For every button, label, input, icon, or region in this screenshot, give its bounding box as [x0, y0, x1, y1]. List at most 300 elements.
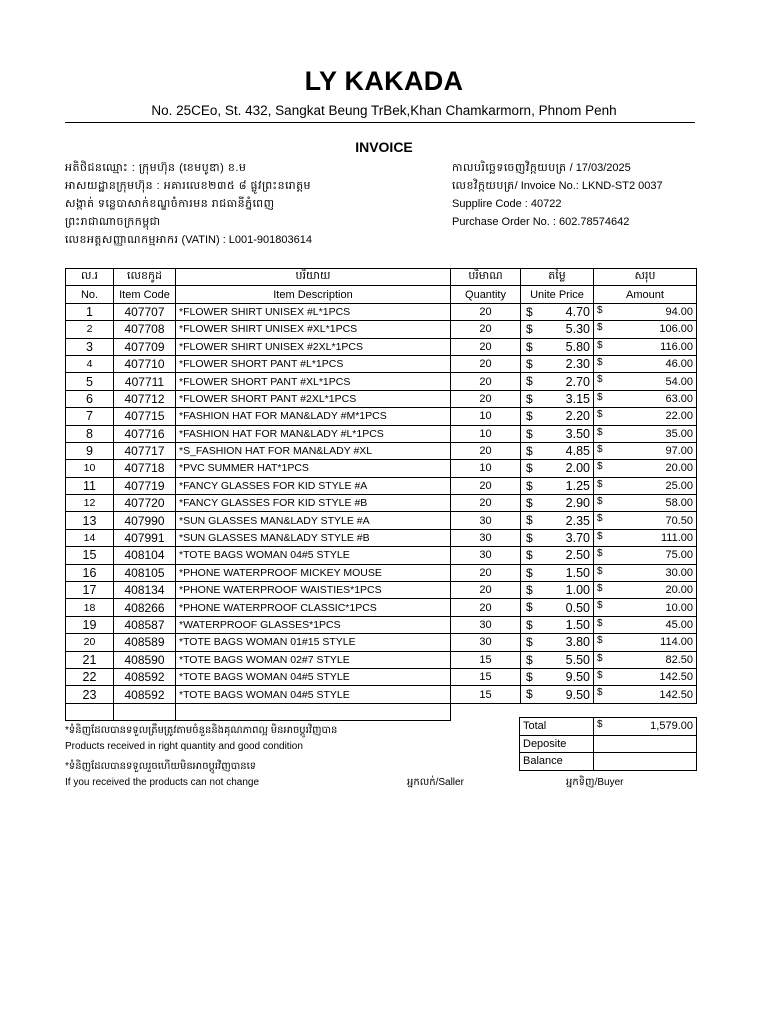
line-amount-value: 70.50	[665, 514, 693, 527]
item-quantity: 20	[451, 582, 521, 599]
unit-price	[521, 321, 594, 338]
empty-cell	[114, 703, 176, 720]
unit-price	[521, 547, 594, 564]
empty-cell	[66, 703, 114, 720]
line-amount-value: 116.00	[660, 340, 693, 353]
unit-price-value: 2.30	[565, 357, 590, 372]
item-code: 408590	[114, 651, 176, 668]
item-quantity: 15	[451, 668, 521, 685]
currency-symbol: $	[597, 617, 603, 629]
seller-label: /Saller	[435, 777, 464, 788]
line-amount	[594, 321, 697, 338]
table-row	[66, 390, 697, 407]
unit-price-value: 0.50	[565, 600, 590, 615]
item-description: *PHONE WATERPROOF MICKEY MOUSE	[176, 564, 451, 581]
header-no: No.	[66, 286, 114, 303]
invoice-meta	[452, 159, 663, 231]
line-amount-value: 75.00	[665, 549, 693, 562]
unit-price	[521, 425, 594, 442]
line-amount-value: 25.00	[665, 479, 693, 492]
line-amount	[594, 668, 697, 685]
unit-price-value: 3.50	[565, 426, 590, 441]
vatin-label-kh: លេខអត្តសញ្ញាណកម្មអាករ	[65, 234, 179, 246]
unit-price-value: 1.50	[565, 565, 590, 580]
row-number: 22	[66, 668, 114, 685]
row-number: 9	[66, 442, 114, 459]
table-header-row-kh	[66, 269, 697, 286]
date-value: / 17/03/2025	[569, 162, 631, 174]
item-description: *SUN GLASSES MAN&LADY STYLE #B	[176, 529, 451, 546]
item-description: *WATERPROOF GLASSES*1PCS	[176, 616, 451, 633]
unit-price	[521, 564, 594, 581]
row-number: 1	[66, 303, 114, 320]
currency-symbol: $	[597, 652, 603, 664]
table-row	[66, 408, 697, 425]
table-row	[66, 616, 697, 633]
item-description: *S_FASHION HAT FOR MAN&LADY #XL	[176, 442, 451, 459]
table-row	[66, 599, 697, 616]
item-quantity: 10	[451, 408, 521, 425]
seller-signature	[407, 775, 464, 790]
unit-price	[521, 668, 594, 685]
item-description: *FASHION HAT FOR MAN&LADY #M*1PCS	[176, 408, 451, 425]
currency-symbol: $	[597, 409, 603, 421]
line-amount-value: 114.00	[660, 636, 693, 649]
item-code: 407715	[114, 408, 176, 425]
line-amount	[594, 582, 697, 599]
unit-price-value: 1.50	[565, 618, 590, 632]
item-description: *FLOWER SHORT PANT #L*1PCS	[176, 355, 451, 372]
table-row	[66, 651, 697, 668]
row-number: 6	[66, 390, 114, 407]
line-amount	[594, 547, 697, 564]
table-row	[66, 582, 697, 599]
unit-price-value: 4.85	[565, 444, 590, 459]
item-quantity: 20	[451, 564, 521, 581]
item-quantity: 15	[451, 651, 521, 668]
item-code: 408104	[114, 547, 176, 564]
row-number: 8	[66, 425, 114, 442]
unit-price	[521, 616, 594, 633]
company-address: No. 25CEo, St. 432, Sangkat Beung TrBek,Khan Chamkarmorn, Phnom Penh	[151, 103, 617, 118]
line-amount-value: 10.00	[665, 601, 693, 614]
table-row	[66, 321, 697, 338]
currency-symbol: $	[526, 356, 533, 371]
item-code: 408266	[114, 599, 176, 616]
unit-price	[521, 460, 594, 477]
unit-price	[521, 599, 594, 616]
item-code: 407717	[114, 442, 176, 459]
document-type-title: INVOICE	[355, 139, 413, 155]
item-code: 407716	[114, 425, 176, 442]
item-quantity: 20	[451, 477, 521, 494]
row-number: 21	[66, 651, 114, 668]
total-label: Total	[520, 718, 594, 736]
balance-label: Balance	[520, 753, 594, 771]
balance-value	[594, 753, 697, 771]
item-code: 407991	[114, 529, 176, 546]
row-number: 3	[66, 338, 114, 355]
unit-price	[521, 582, 594, 599]
buyer-label: /Buyer	[594, 777, 624, 788]
row-number: 18	[66, 599, 114, 616]
currency-symbol: $	[526, 530, 533, 545]
customer-vatin	[65, 231, 312, 249]
item-description: *PVC SUMMER HAT*1PCS	[176, 460, 451, 477]
line-amount-value: 46.00	[665, 358, 693, 371]
header-divider	[65, 122, 695, 123]
line-amount	[594, 373, 697, 390]
unit-price	[521, 512, 594, 529]
table-row	[66, 529, 697, 546]
item-description: *FASHION HAT FOR MAN&LADY #L*1PCS	[176, 425, 451, 442]
row-number: 11	[66, 477, 114, 494]
item-quantity: 30	[451, 547, 521, 564]
empty-cell	[176, 703, 451, 720]
buyer-label-kh: អ្នកទិញ	[566, 777, 595, 788]
currency-symbol: $	[597, 530, 603, 542]
currency-symbol: $	[526, 600, 533, 615]
currency-symbol: $	[597, 443, 603, 455]
line-amount-value: 142.50	[659, 688, 693, 701]
currency-symbol: $	[526, 391, 533, 406]
item-quantity: 10	[451, 460, 521, 477]
line-amount-value: 97.00	[665, 445, 693, 458]
row-number: 13	[66, 512, 114, 529]
currency-symbol: $	[526, 478, 533, 493]
deposit-label: Deposite	[520, 735, 594, 753]
line-amount-value: 111.00	[660, 532, 693, 545]
unit-price	[521, 408, 594, 425]
unit-price-value: 2.00	[565, 461, 590, 476]
currency-symbol: $	[526, 409, 533, 424]
row-number: 12	[66, 495, 114, 512]
row-number: 14	[66, 529, 114, 546]
line-amount	[594, 495, 697, 512]
header-desc-kh: បរិយាយ	[176, 269, 451, 286]
item-description: *FLOWER SHIRT UNISEX #XL*1PCS	[176, 321, 451, 338]
table-row	[66, 495, 697, 512]
line-amount-value: 45.00	[665, 619, 693, 631]
purchase-order-number: Purchase Order No. : 602.78574642	[452, 216, 630, 228]
row-number: 16	[66, 564, 114, 581]
item-quantity: 20	[451, 599, 521, 616]
line-amount	[594, 529, 697, 546]
row-number: 23	[66, 686, 114, 703]
unit-price-value: 3.15	[565, 391, 590, 406]
currency-symbol: $	[526, 443, 533, 458]
item-code: 408592	[114, 668, 176, 685]
currency-symbol: $	[526, 583, 533, 598]
item-code: 407720	[114, 495, 176, 512]
row-number: 7	[66, 408, 114, 425]
table-row	[66, 442, 697, 459]
line-amount	[594, 512, 697, 529]
currency-symbol: $	[597, 635, 603, 647]
table-row	[66, 338, 697, 355]
currency-symbol: $	[597, 669, 603, 681]
date-label-kh: កាលបរិច្ឆេទចេញវិក្កយបត្រ	[452, 162, 567, 174]
unit-price	[521, 373, 594, 390]
unit-price-value: 2.35	[565, 513, 590, 528]
line-amount-value: 142.50	[659, 671, 693, 684]
line-amount	[594, 390, 697, 407]
currency-symbol: $	[526, 635, 533, 650]
invoice-number-value: / Invoice No.: LKND-ST2 0037	[514, 180, 663, 192]
unit-price	[521, 495, 594, 512]
supplier-code: Supplire Code : 40722	[452, 198, 562, 210]
header-item-code: Item Code	[114, 286, 176, 303]
currency-symbol: $	[597, 374, 603, 386]
deposit-row	[520, 735, 697, 753]
item-description: *TOTE BAGS WOMAN 02#7 STYLE	[176, 651, 451, 668]
total-amount: 1,579.00	[650, 720, 693, 733]
unit-price-value: 9.50	[565, 687, 590, 702]
unit-price-value: 2.20	[565, 409, 590, 424]
header-unit-price: Unite Price	[521, 286, 594, 303]
item-description: *PHONE WATERPROOF CLASSIC*1PCS	[176, 599, 451, 616]
line-amount	[594, 477, 697, 494]
currency-symbol: $	[526, 669, 533, 684]
table-row	[66, 564, 697, 581]
currency-symbol: $	[526, 426, 533, 441]
line-amount	[594, 408, 697, 425]
header-no-kh: ល.រ	[66, 269, 114, 286]
unit-price	[521, 634, 594, 651]
line-amount	[594, 303, 697, 320]
unit-price	[521, 529, 594, 546]
balance-row	[520, 753, 697, 771]
item-quantity: 20	[451, 321, 521, 338]
currency-symbol: $	[597, 496, 603, 508]
line-amount	[594, 651, 697, 668]
line-amount	[594, 460, 697, 477]
item-quantity: 30	[451, 529, 521, 546]
item-code: 407719	[114, 477, 176, 494]
currency-symbol: $	[597, 600, 603, 612]
header-amount: Amount	[594, 286, 697, 303]
deposit-value	[594, 735, 697, 753]
item-quantity: 20	[451, 355, 521, 372]
item-description: *FANCY GLASSES FOR KID STYLE #B	[176, 495, 451, 512]
row-number: 2	[66, 321, 114, 338]
currency-symbol: $	[597, 478, 603, 490]
currency-symbol: $	[597, 391, 603, 403]
line-amount-value: 20.00	[665, 462, 693, 475]
note-kh-1: *ទំនិញដែលបានទទួលត្រឹមត្រូវតាមចំនួននិងគុណភាពល្អ មិនអាចប្តូរវិញបាន	[65, 725, 338, 736]
item-code: 408587	[114, 616, 176, 633]
currency-symbol: $	[526, 565, 533, 580]
item-code: 408589	[114, 634, 176, 651]
total-row	[520, 718, 697, 736]
item-rows	[66, 303, 697, 720]
line-amount-value: 30.00	[665, 566, 693, 579]
currency-symbol: $	[597, 513, 603, 525]
item-quantity: 30	[451, 634, 521, 651]
currency-symbol: $	[526, 687, 533, 702]
table-row	[66, 477, 697, 494]
item-quantity: 20	[451, 495, 521, 512]
line-amount	[594, 355, 697, 372]
currency-symbol: $	[597, 548, 603, 560]
currency-symbol: $	[526, 548, 533, 563]
unit-price-value: 3.70	[565, 531, 590, 546]
invoice-date	[452, 159, 663, 177]
unit-price	[521, 355, 594, 372]
line-amount-value: 54.00	[665, 375, 693, 388]
item-quantity: 20	[451, 390, 521, 407]
unit-price-value: 2.50	[565, 548, 590, 563]
company-name: LY KAKADA	[304, 66, 464, 96]
line-amount-value: 35.00	[665, 427, 693, 440]
header-item-description: Item Description	[176, 286, 451, 303]
unit-price-value: 5.80	[565, 339, 590, 354]
line-amount	[594, 338, 697, 355]
item-code: 408105	[114, 564, 176, 581]
currency-symbol: $	[597, 565, 603, 577]
currency-symbol: $	[597, 339, 603, 351]
line-amount-value: 82.50	[665, 653, 693, 666]
currency-symbol: $	[526, 617, 533, 632]
invoice-number	[452, 177, 663, 195]
row-number: 4	[66, 355, 114, 372]
item-code: 408592	[114, 686, 176, 703]
line-amount-value: 106.00	[659, 323, 693, 336]
row-number: 10	[66, 460, 114, 477]
line-amount	[594, 634, 697, 651]
line-amount-value: 63.00	[665, 392, 693, 405]
header-price-kh: តម្លៃ	[521, 269, 594, 286]
line-amount-value: 58.00	[665, 497, 693, 510]
item-description: *FLOWER SHORT PANT #2XL*1PCS	[176, 390, 451, 407]
item-code: 407707	[114, 303, 176, 320]
item-quantity: 15	[451, 686, 521, 703]
unit-price-value: 2.90	[565, 496, 590, 511]
unit-price-value: 5.50	[565, 652, 590, 667]
line-amount-value: 94.00	[665, 305, 693, 318]
line-amount	[594, 686, 697, 703]
table-row	[66, 303, 697, 320]
item-code: 407711	[114, 373, 176, 390]
invoice-number-label-kh: លេខវិក្កយបត្រ	[452, 180, 515, 192]
total-amount-cell	[594, 718, 697, 736]
table-row	[66, 373, 697, 390]
item-description: *TOTE BAGS WOMAN 04#5 STYLE	[176, 668, 451, 685]
item-quantity: 20	[451, 373, 521, 390]
item-code: 407990	[114, 512, 176, 529]
header-code-kh: លេខកូដ	[114, 269, 176, 286]
table-row	[66, 425, 697, 442]
line-amount	[594, 564, 697, 581]
note-kh-2: *ទំនិញដែលបានទទួលរួចហើយមិនអាចប្តូរវិញបានទេ	[65, 761, 257, 772]
item-description: *PHONE WATERPROOF WAISTIES*1PCS	[176, 582, 451, 599]
item-description: *FLOWER SHIRT UNISEX #L*1PCS	[176, 303, 451, 320]
table-row	[66, 686, 697, 703]
row-number: 17	[66, 582, 114, 599]
unit-price-value: 1.25	[565, 478, 590, 493]
unit-price-value: 3.80	[565, 635, 590, 650]
currency-symbol: $	[597, 426, 603, 438]
item-description: *TOTE BAGS WOMAN 04#5 STYLE	[176, 686, 451, 703]
items-table	[65, 268, 697, 721]
item-code: 407708	[114, 321, 176, 338]
item-code: 407710	[114, 355, 176, 372]
currency-symbol: $	[597, 322, 603, 334]
line-amount	[594, 599, 697, 616]
item-quantity: 10	[451, 425, 521, 442]
line-amount	[594, 442, 697, 459]
customer-info	[65, 159, 312, 249]
line-amount-value: 22.00	[665, 410, 693, 423]
currency-symbol: $	[526, 652, 533, 667]
unit-price	[521, 390, 594, 407]
line-amount	[594, 616, 697, 633]
item-quantity: 30	[451, 512, 521, 529]
item-code: 407718	[114, 460, 176, 477]
item-code: 407712	[114, 390, 176, 407]
seller-label-kh: អ្នកលក់	[407, 777, 436, 788]
item-quantity: 30	[451, 616, 521, 633]
currency-symbol: $	[526, 304, 533, 319]
totals-table	[519, 717, 697, 771]
item-description: *TOTE BAGS WOMAN 01#15 STYLE	[176, 634, 451, 651]
unit-price-value: 2.70	[565, 374, 590, 389]
unit-price	[521, 442, 594, 459]
item-description: *FLOWER SHIRT UNISEX #2XL*1PCS	[176, 338, 451, 355]
customer-address-line3: ព្រះរាជាណាចក្រកម្ពុជា	[65, 216, 161, 228]
customer-name: អតិថិជនឈ្មោះ : ក្រុមហ៊ុន (ខេមបូឌា) ខ.ម	[65, 162, 247, 174]
row-number: 19	[66, 616, 114, 633]
header-qty-kh: បរិមាណ	[451, 269, 521, 286]
total-currency: $	[597, 719, 603, 730]
unit-price	[521, 477, 594, 494]
note-en-1: Products received in right quantity and good condition	[65, 741, 303, 752]
item-description: *SUN GLASSES MAN&LADY STYLE #A	[176, 512, 451, 529]
customer-address-line2: សង្កាត់ ទន្លេបាសាក់ខណ្ឌចំការមន រាជធានីភ្នំពេញ	[65, 198, 275, 210]
table-header-row-en	[66, 286, 697, 303]
unit-price-value: 1.00	[565, 583, 590, 598]
currency-symbol: $	[597, 687, 603, 699]
row-number: 20	[66, 634, 114, 651]
currency-symbol: $	[526, 322, 533, 337]
table-row	[66, 634, 697, 651]
item-code: 407709	[114, 338, 176, 355]
item-quantity: 20	[451, 338, 521, 355]
currency-symbol: $	[597, 583, 603, 595]
vatin-value: (VATIN) : L001-901803614	[181, 234, 312, 246]
currency-symbol: $	[597, 304, 603, 316]
row-number: 15	[66, 547, 114, 564]
item-quantity: 20	[451, 303, 521, 320]
row-number: 5	[66, 373, 114, 390]
item-description: *TOTE BAGS WOMAN 04#5 STYLE	[176, 547, 451, 564]
line-amount	[594, 425, 697, 442]
unit-price	[521, 651, 594, 668]
currency-symbol: $	[526, 339, 533, 354]
buyer-signature	[566, 775, 623, 790]
table-row	[66, 460, 697, 477]
unit-price-value: 4.70	[565, 304, 590, 319]
note-en-2: If you received the products can not change	[65, 777, 260, 788]
unit-price	[521, 686, 594, 703]
header-amount-kh: សរុប	[594, 269, 697, 286]
header-quantity: Quantity	[451, 286, 521, 303]
table-row	[66, 355, 697, 372]
table-row	[66, 668, 697, 685]
item-description: *FANCY GLASSES FOR KID STYLE #A	[176, 477, 451, 494]
currency-symbol: $	[526, 374, 533, 389]
currency-symbol: $	[526, 496, 533, 511]
